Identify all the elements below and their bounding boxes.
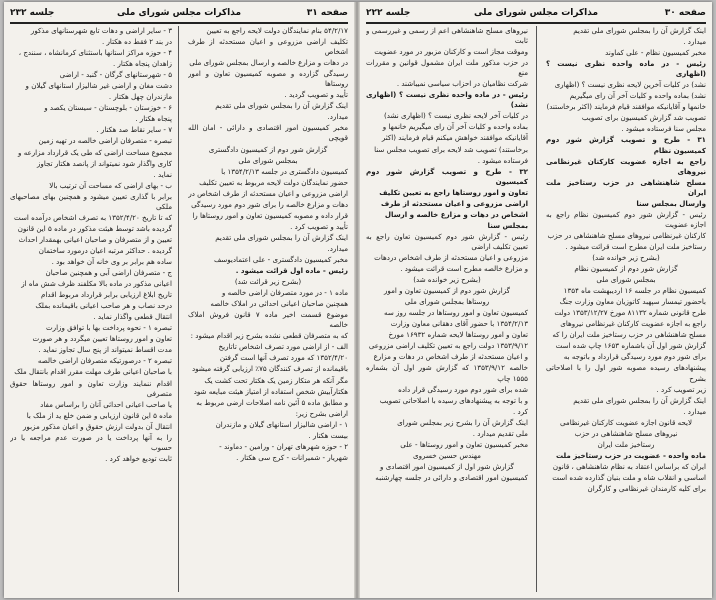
text-line: گردیده باشد توسط هیئت مذکور در ماده ۵ این قانون: [17, 223, 172, 233]
text-line: اساسی و انقلاب شاه و ملت بنیان گذارده شده است: [552, 472, 706, 482]
column-divider: [178, 26, 179, 592]
text-line: مزروعی و اعیان مستحدثه از طرف اشخاص دردهات: [374, 252, 528, 262]
text-line: تبصره ۱ - نحوه پرداخت بها با توافق وزارت: [45, 323, 172, 333]
text-line: انتقال قطعی واگذار نماید .: [93, 312, 172, 322]
text-line: و اعیان مستحدثه از طرف اشخاص در دهات و مزارع: [373, 352, 528, 362]
left-page-session: جلسه ۲۳۲: [10, 8, 55, 18]
text-line: در بند ۲ فقط ده هکتار .: [102, 37, 172, 47]
left-page-number: صفحه ۳۱: [306, 8, 348, 18]
text-line: کاری واگذار شود نمیتواند از پانصد هکتار تجاوز: [37, 158, 172, 168]
text-line: ماده ۱ - در مورد متصرفان اراضی خالصه و: [221, 288, 348, 298]
left-page: [4, 2, 354, 598]
text-line: ۷ - سایر نقاط صد هکتار .: [96, 125, 172, 135]
text-line: در دهات و مزارع خالصه و ارسال بمجلس شورای ملی: [189, 58, 348, 68]
text-line: راجع به اجازه عضویت کارکنان غیرنظامی نیروهای: [560, 319, 706, 329]
left-page-title: مذاکرات مجلس شورای ملی: [116, 8, 242, 18]
text-line: مازندران چهل هکتار .: [108, 92, 172, 102]
text-line: ۱۳۵۴/۲/۱۳ با حضور آقای دهقانی معاون وزارت: [390, 319, 528, 329]
text-line: باقیمانده از تصرف کنندگان ۷۵٪ ارزیابی گرفته میشود: [191, 364, 348, 374]
text-line: تعاون و امور روستاها راجع به تعیین تکلیف: [379, 187, 528, 197]
text-line: شده برای شور دوم مورد رسیدگی قرار داده: [398, 384, 528, 394]
text-line: ۲ - حوزه شهرهای تهران - ورامین - دماوند -: [219, 441, 348, 451]
right-page-session: جلسه ۲۲۲: [366, 8, 411, 18]
right-page-number: صفحه ۳۰: [664, 8, 706, 18]
text-line: مجموع مساحت اراضی که طی یک قرارداد مزارعه و: [18, 147, 172, 157]
text-line: مخبر کمیسیون امور اقتصادی و دارائی - امان الله قویچی: [188, 123, 348, 143]
text-line: الف - از اراضی مورد تصرف اشخاص تاتاریخ: [218, 342, 348, 352]
text-line: حضور نمایندگان دولت لایحه مربوط به تعیین تکلیف: [199, 177, 348, 187]
text-line: گزارش شور دوم از کمیسیون نظام: [574, 264, 678, 274]
text-line: ثابت تودیع خواهد کرد .: [105, 453, 172, 463]
column-divider: [536, 26, 537, 592]
text-line: خانمها و آقایانیکه موافقند قیام فرمایند (اکثر برخاستند): [546, 102, 706, 112]
text-line: کمیسیون تعاون و امور روستاها در جلسه روز سه: [384, 308, 528, 318]
text-line: رئیس - گزارش شور دوم کمیسیون تعاون راجع به تعیین تکلیف اراضی: [366, 231, 528, 251]
text-line: میدارد.: [327, 112, 348, 122]
text-line: اراضی بشرح زیر:: [295, 408, 348, 418]
text-line: کمیسیون دادگستری در جلسه ۱۳۵۴/۲/۱۳ با: [221, 166, 348, 176]
right-page-right-column: [546, 26, 706, 594]
text-line: ماده واحده - عضویت در حزب رستاخیز ملت: [555, 450, 706, 460]
text-line: دشت مغان و اراضی غیر شالیزار استانهای گیلان و: [25, 81, 172, 91]
text-line: ب - بهای اراضی که مساحت آن ترتیب بالا: [49, 180, 172, 190]
text-line: طرح قانونی شماره ۸۱۱۳۲ مورخ ۱۳۵۳/۱۲/۲۷ دولت: [554, 308, 706, 318]
text-line: زاهدان پنجاه هکتار .: [112, 59, 172, 69]
text-line: در کلیات آخر لایحه نظری نیست ؟ (اظهاری نشد): [383, 111, 528, 121]
text-line: تبصره ۲ - درصورتیکه متصرفان اراضی خالصه: [37, 356, 172, 366]
text-line: اراضی مزروعی و اعیان مستحدثه از طرف: [381, 198, 528, 208]
text-line: ۳ - سایر اراضی و دهات تابع شهرستانهای مذکور: [30, 26, 172, 35]
text-line: (بشرح زیر خوانده شد): [592, 252, 660, 262]
text-line: ۱۳۵۳/۹/۱۲ دولت راجع به تعیین تکلیف اراضی مزروعی: [368, 341, 528, 351]
text-line: ۱ - اراضی شالیزار استانهای گیلان و مازندران: [215, 419, 348, 429]
text-line: بیست هکتار .: [308, 430, 348, 440]
text-line: اقدام ننمایند وزارت تعاون و امور روستاها حقوق متصرفی: [10, 378, 172, 398]
text-line: رسیدگی گزارده و مصوبه کمیسیون تعاون و امور روستاها: [188, 69, 348, 89]
left-page-right-column: [188, 26, 348, 594]
text-line: ج - متصرفان اراضی آبی و همچنین صاحبان: [45, 268, 172, 278]
text-line: ۳۱ - طرح و تصویب گزارش شور دوم کمیسیون نظام: [546, 135, 706, 155]
text-line: ایران که براساس اعتقاد به نظام شاهنشاهی ، قانون: [552, 461, 706, 471]
text-line: برای کلیه کارمندان غیرنظامی و کارگران: [587, 483, 706, 493]
text-line: ۱۳۵۲/۴/۲۰ که مورد تصرف آنها است گرفتن: [219, 353, 348, 363]
text-line: میدارد.: [327, 243, 348, 253]
text-line: نشد) در کلیات آخرین لایحه نظری نیست ؟ (اظهاری: [554, 80, 706, 90]
text-line: شهریار - شمیرانات - کرج سی هکتار .: [236, 452, 348, 462]
text-line: مسلح شاهنشاهی در حزب رستاخیز ملت ایران: [546, 177, 706, 197]
text-line: قرار داده و مصوبه کمیسیون تعاون و امور روستاها را: [192, 210, 348, 220]
text-line: نشد) بماده واحده و کلیات آخر آن رای میگیریم: [569, 91, 706, 101]
text-line: برخاستند) تصویب شد لایحه برای تصویب مجلس سنا: [374, 144, 528, 154]
text-line: که به متصرفان قطعی نشده بشرح زیر اقدام میشود :: [190, 331, 348, 341]
text-line: تبصره - متصرفان اراضی خالصه در تهیه زمین: [38, 136, 172, 146]
text-line: زیر تصویب کرد .: [656, 384, 706, 394]
text-line: نیروهای مسلح شاهنشاهی اعم از رسمی و غیررسمی و ثابت: [366, 26, 528, 46]
text-line: ۳۲ - طرح و تصویب گزارش شور دوم کمیسیون: [366, 166, 528, 186]
text-line: گردیده . حداکثر مرتبه اعیان درمورد ساختمان: [38, 245, 172, 255]
text-line: تأیید و تصویب گردید .: [284, 90, 348, 100]
text-line: فرستاده میشود .: [477, 155, 528, 165]
text-line: تعیین و از متصرفان و صاحبان اعیانی بهمقدار احداث: [18, 234, 172, 244]
text-line: وارسال بمجلس سنا: [636, 198, 706, 208]
text-line: میدارد .: [683, 37, 706, 47]
text-line: (بشرح زیر خوانده شد): [413, 275, 481, 285]
text-line: رستاخیز ملت ایران مطرح است قرائت میشود .: [565, 241, 706, 251]
text-line: گزارش شور اول از کمیسیون امور اقتصادی و: [380, 461, 514, 471]
text-line: ۶ - خوزستان - بلوچستان - سیستان یکصد و: [44, 103, 172, 113]
left-page-left-column: [10, 26, 172, 594]
text-line: مدت اقساط نمیتواند از پنج سال تجاوز نماید .: [38, 345, 172, 355]
text-line: رئیس - ماده اول قرائت میشود .: [235, 266, 348, 276]
text-line: نماید .: [153, 169, 172, 179]
text-line: بماده واحده و کلیات آخر آن رای میگیریم خانمها و: [382, 122, 528, 132]
text-line: بمجلس شورای ملی: [596, 275, 656, 285]
text-line: ملی تقدیم میدارد .: [472, 428, 528, 438]
text-line: پنجاه هکتار .: [135, 114, 172, 124]
text-line: روستاها بمجلس شورای ملی: [404, 297, 490, 307]
text-line: خالصه ۱۳۵۳/۹/۱۲ که گزارش شور اول آن بشماره ۱۵۵۵ چاپ: [366, 363, 528, 383]
text-line: همچنین صاحبان اعیانی احداثی در املاک خالصه: [210, 299, 348, 309]
text-line: یا صاحب اعیانی احداثی آنان را براساس مفاد: [40, 399, 172, 409]
text-line: رئیس - گزارش شور دوم کمیسیون نظام راجع به اجازه عضویت: [546, 209, 706, 229]
text-line: با صاحبان اعیانی طرف مهلت مقرر اقدام بانتقال ملک: [14, 367, 172, 377]
text-line: راجع به اجازه عضویت کارکنان غیرنظامی نیروهای: [546, 156, 706, 176]
text-line: (بشرح زیر قرائت شد): [234, 277, 302, 287]
text-line: مخبر کمیسیون نظام - علی کماوند: [605, 48, 706, 58]
text-line: دهات و مزارع خالصه را برای شور دوم مورد رسیدگی: [191, 199, 348, 209]
text-line: اینک گزارش آن را بمجلس شورای ملی تقدیم: [573, 395, 706, 405]
text-line: رئیس - در ماده واحده نظری نیست ؟ (اظهاری نشد): [366, 90, 528, 110]
text-line: انتقال آن بدولت ارزش حقوق و اعیان مذکور مزبور: [23, 421, 172, 431]
text-line: در حزب مذکور ملت ایران مشمول قوانین و مقررات منع: [366, 58, 528, 78]
text-line: درحد نصاب و هر صاحب اعیانی باقیمانده بملک: [35, 301, 172, 311]
text-line: برای شور دوم مورد رسیدگی قرارداد و باتوجه به: [563, 352, 706, 362]
text-line: و مزارع خالصه مطرح است قرائت میشود .: [400, 264, 528, 274]
text-line: تعاون و امور روستاها لایحه شماره ۱۶۹۳۲ مورخ: [388, 330, 528, 340]
text-line: تکلیف اراضی مزروعی و اعیان مستحدثه از طرف اشخاص: [188, 37, 348, 57]
right-page-title: مذاکرات مجلس شورای ملی: [473, 8, 599, 18]
text-line: ۵ - شهرستانهای گرگان - گنبد - اراضی: [59, 70, 172, 80]
text-line: میدارد .: [683, 406, 706, 416]
text-line: اراضی مزروعی و اعیان مستحدثه از طرف اشخاص در: [188, 188, 348, 198]
text-line: آقایانیکه موافقند خواهش میکنم قیام فرمایند (اکثر: [381, 133, 528, 143]
text-line: باحضور تیمسار سپهبد کاتوزیان معاون وزارت جنگ: [559, 297, 706, 307]
text-line: ۴ - حوزه مراکز استانها باستثنای کرمانشاه ، سنندج ،: [18, 48, 172, 58]
text-line: لایحه قانون اجازه عضویت کارکنان غیرنظامی: [559, 417, 692, 427]
right-page-header: [366, 6, 706, 24]
text-line: موضوع قسمت اخیر ماده ۷ قانون فروش املاک خالصه: [188, 310, 348, 330]
text-line: مخبر کمیسیون دادگستری - علی اعتمادیوسف: [213, 254, 348, 264]
text-line: کمیسیون نظام در جلسه ۱۶ اردیبهشت ماه ۱۳۵۴: [563, 286, 706, 296]
text-line: که تا تاریخ ۱۳۵۲/۴/۲۰ به تصرف اشخاص درآمده است: [13, 212, 172, 222]
right-page: [360, 2, 712, 598]
text-line: اینک گزارش آن را بمجلس شورای ملی تقدیم: [215, 101, 348, 111]
text-line: و مطابق ماده ۵ آئین نامه اصلاحات ارضی مربوط به: [196, 397, 348, 407]
text-line: هکتارآبیش شخص استفاده از امتیاز هیئت مبایعه شود: [193, 386, 348, 396]
text-line: کرد .: [513, 406, 528, 416]
text-line: بمجلس سنا: [487, 220, 528, 230]
text-line: مهندس حسین خسروی: [413, 450, 481, 460]
text-line: ۵۴/۲/۱۷ بنام نمایندگان دولت لایحه راجع به تعیین: [206, 26, 348, 35]
text-line: اعیانی مذکور در ماده بالا مکلفند ظرف شش ماه از: [21, 279, 172, 289]
text-line: تصویب شد گزارش کمیسیون برای تصویب: [581, 113, 706, 123]
text-line: و با توجه به پیشنهادهای رسیده با اصلاحاتی تصویب: [379, 395, 528, 405]
text-line: تأیید و تصویب کرد .: [290, 221, 348, 231]
text-line: تاریخ ابلاغ ارزیابی برابر قرارداد مربوط اقدام: [41, 290, 172, 300]
text-line: کمیسیون امور اقتصادی و دارائی در جلسه چهارشنبه: [375, 472, 528, 482]
text-line: اشخاص در دهات و مزارع خالصه و ارسال: [384, 209, 528, 219]
text-line: اینک گزارش آن را بشرح زیر بمجلس شورای: [397, 417, 528, 427]
text-line: بمجلس شورای ملی: [238, 155, 298, 165]
text-line: پیشنهادهای رسیده مصوبه شور اول را با اصلاحاتی بشرح: [546, 363, 706, 383]
text-line: ماده ۵ این قانون ارزیابی و ضمن خلع ید از ملک با: [26, 410, 172, 420]
text-line: نیروهای مسلح شاهنشاهی در حزب: [574, 428, 678, 438]
text-line: وموقت مجاز است و کارکنان مزبور در مورد عضویت: [374, 47, 528, 57]
text-line: برابر با گذاری تعیین میشود و همچنین بهای مصاحبهای ملکی: [10, 191, 172, 211]
text-line: ساده هم برابر بر وی خانه آن خواهد بود .: [51, 256, 172, 266]
text-line: گزارش شور دوم از کمیسیون دادگستری: [208, 144, 328, 154]
text-line: رئیس - در ماده واحده نظری نیست ؟ (اظهاری: [546, 59, 706, 79]
text-line: گزارش شور اول آن باشماره ۱۶۵۳ چاپ شده است: [555, 341, 706, 351]
left-page-header: [10, 6, 348, 24]
right-page-left-column: [366, 26, 528, 594]
text-line: گزارش شور دوم از کمیسیون تعاون و امور: [384, 286, 510, 296]
text-line: کارکنان غیرنظامی نیروهای مسلح شاهنشاهی در حزب: [547, 230, 706, 240]
text-line: مسلح شاهنشاهی در حزب رستاخیز ملت ایران را که: [552, 330, 706, 340]
text-line: را به آنها پرداخت یا در صورت عدم مراجعه یا در حسوب: [10, 432, 172, 452]
book-spread: [4, 2, 712, 598]
text-line: مجلس سنا فرستاده میشود .: [621, 124, 706, 134]
text-line: مگر آنکه هر متکار زمین یک هکتار تحت کشت یک: [204, 375, 348, 385]
text-line: اینک گزارش آن را بمجلس شورای ملی تقدیم: [573, 26, 706, 35]
text-line: شرکت نظامیان در احزاب سیاسی نمیباشند .: [396, 79, 528, 89]
text-line: رستاخیز ملت ایران: [597, 439, 655, 449]
text-line: اینک گزارش آن را بمجلس شورای ملی تقدیم: [215, 232, 348, 242]
text-line: تعاون و امور روستاها تعیین میگردد و هر صورت: [32, 334, 172, 344]
text-line: مخبر کمیسیون تعاون و امور روستاها - علی: [400, 439, 528, 449]
